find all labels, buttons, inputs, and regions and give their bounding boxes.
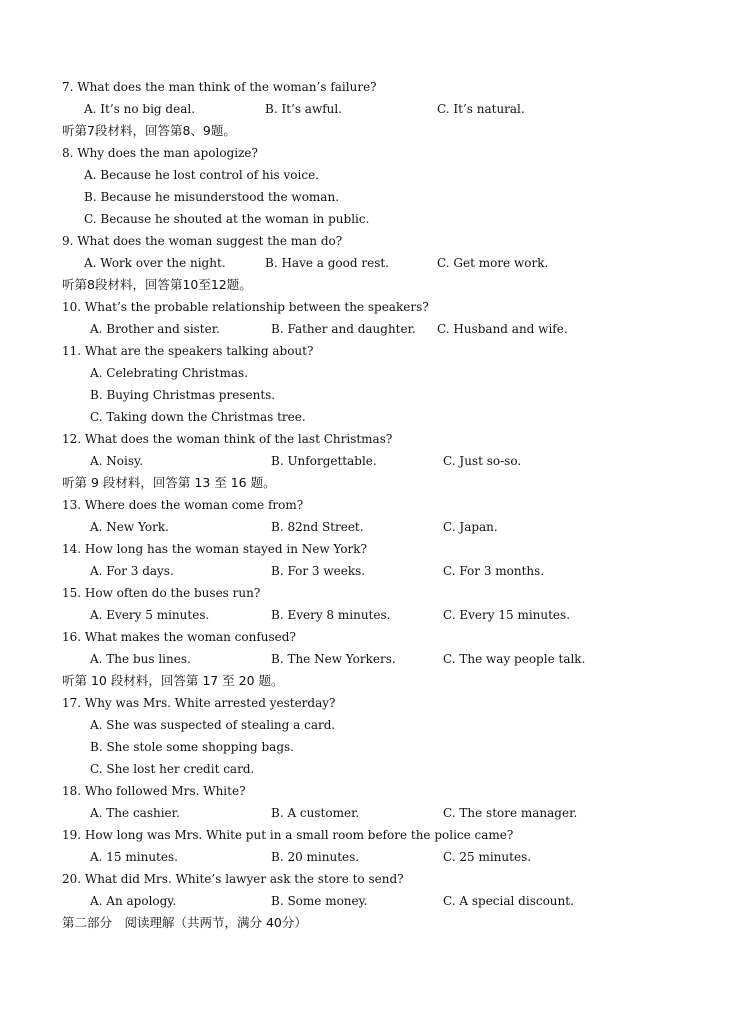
part-two-heading: 第二部分 阅读理解（共两节，满分 40分）	[62, 915, 307, 930]
question-18: 18. Who followed Mrs. White?	[62, 784, 246, 798]
option-c: C. Husband and wife.	[437, 322, 568, 336]
option-c: C. For 3 months.	[443, 564, 545, 578]
option-a: A. The cashier.	[90, 806, 180, 820]
question-19: 19. How long was Mrs. White put in a small room before the police came?	[62, 828, 514, 842]
options-16	[62, 648, 712, 670]
option-b: B. 82nd Street.	[271, 520, 364, 534]
question-15: 15. How often do the buses run?	[62, 586, 261, 600]
option-a: A. Because he lost control of his voice.	[84, 168, 320, 182]
option-a: A. 15 minutes.	[90, 850, 178, 864]
option-c: C. Just so-so.	[443, 454, 522, 468]
options-13	[62, 516, 712, 538]
question-11: 11. What are the speakers talking about?	[62, 344, 314, 358]
option-c: C. She lost her credit card.	[90, 762, 255, 776]
option-c: C. A special discount.	[443, 894, 574, 908]
section-instruction: 听第 9 段材料，回答第 13 至 16 题。	[62, 475, 276, 490]
question-9: 9. What does the woman suggest the man do?	[62, 234, 343, 248]
option-a: A. Celebrating Christmas.	[90, 366, 248, 380]
option-b: B. Buying Christmas presents.	[90, 388, 276, 402]
question-20: 20. What did Mrs. White’s lawyer ask the store to send?	[62, 872, 404, 886]
question-8: 8. Why does the man apologize?	[62, 146, 258, 160]
options-20	[62, 890, 712, 912]
options-19	[62, 846, 712, 868]
options-15	[62, 604, 712, 626]
options-18	[62, 802, 712, 824]
option-b: B. Because he misunderstood the woman.	[84, 190, 340, 204]
option-b: B. Unforgettable.	[271, 454, 377, 468]
option-b: B. She stole some shopping bags.	[90, 740, 294, 754]
option-b: B. 20 minutes.	[271, 850, 360, 864]
option-b: B. For 3 weeks.	[271, 564, 366, 578]
option-a: A. Noisy.	[90, 454, 144, 468]
option-a: A. An apology.	[90, 894, 177, 908]
option-a: A. Brother and sister.	[90, 322, 220, 336]
option-a: A. For 3 days.	[90, 564, 174, 578]
question-7: 7. What does the man think of the woman’s failure?	[62, 80, 377, 94]
option-a: A. New York.	[90, 520, 169, 534]
options-10	[62, 318, 712, 340]
option-b: B. Have a good rest.	[265, 256, 389, 270]
option-b: B. The New Yorkers.	[271, 652, 396, 666]
options-7	[62, 98, 712, 120]
option-c: C. 25 minutes.	[443, 850, 532, 864]
question-10: 10. What’s the probable relationship between the speakers?	[62, 300, 429, 314]
question-16: 16. What makes the woman confused?	[62, 630, 296, 644]
option-c: C. Every 15 minutes.	[443, 608, 571, 622]
option-c: C. Taking down the Christmas tree.	[90, 410, 306, 424]
option-b: B. It’s awful.	[265, 102, 343, 116]
option-a: A. Work over the night.	[84, 256, 226, 270]
options-12	[62, 450, 712, 472]
option-c: C. The way people talk.	[443, 652, 586, 666]
option-b: B. A customer.	[271, 806, 360, 820]
option-c: C. Because he shouted at the woman in public.	[84, 212, 370, 226]
section-instruction: 听第8段材料，回答第10至12题。	[62, 277, 252, 292]
option-b: B. Father and daughter.	[271, 322, 416, 336]
option-c: C. Japan.	[443, 520, 498, 534]
options-14	[62, 560, 712, 582]
question-13: 13. Where does the woman come from?	[62, 498, 304, 512]
options-9	[62, 252, 712, 274]
option-a: A. Every 5 minutes.	[90, 608, 210, 622]
option-a: A. It’s no big deal.	[84, 102, 196, 116]
section-instruction: 听第7段材料，回答第8、9题。	[62, 123, 236, 138]
option-c: C. It’s natural.	[437, 102, 525, 116]
option-c: C. The store manager.	[443, 806, 578, 820]
option-b: B. Every 8 minutes.	[271, 608, 391, 622]
option-c: C. Get more work.	[437, 256, 549, 270]
question-17: 17. Why was Mrs. White arrested yesterday?	[62, 696, 336, 710]
option-a: A. The bus lines.	[90, 652, 191, 666]
option-a: A. She was suspected of stealing a card.	[90, 718, 336, 732]
option-b: B. Some money.	[271, 894, 368, 908]
listening-section	[62, 76, 712, 934]
question-12: 12. What does the woman think of the last Christmas?	[62, 432, 393, 446]
question-14: 14. How long has the woman stayed in New York?	[62, 542, 367, 556]
section-instruction: 听第 10 段材料，回答第 17 至 20 题。	[62, 673, 284, 688]
